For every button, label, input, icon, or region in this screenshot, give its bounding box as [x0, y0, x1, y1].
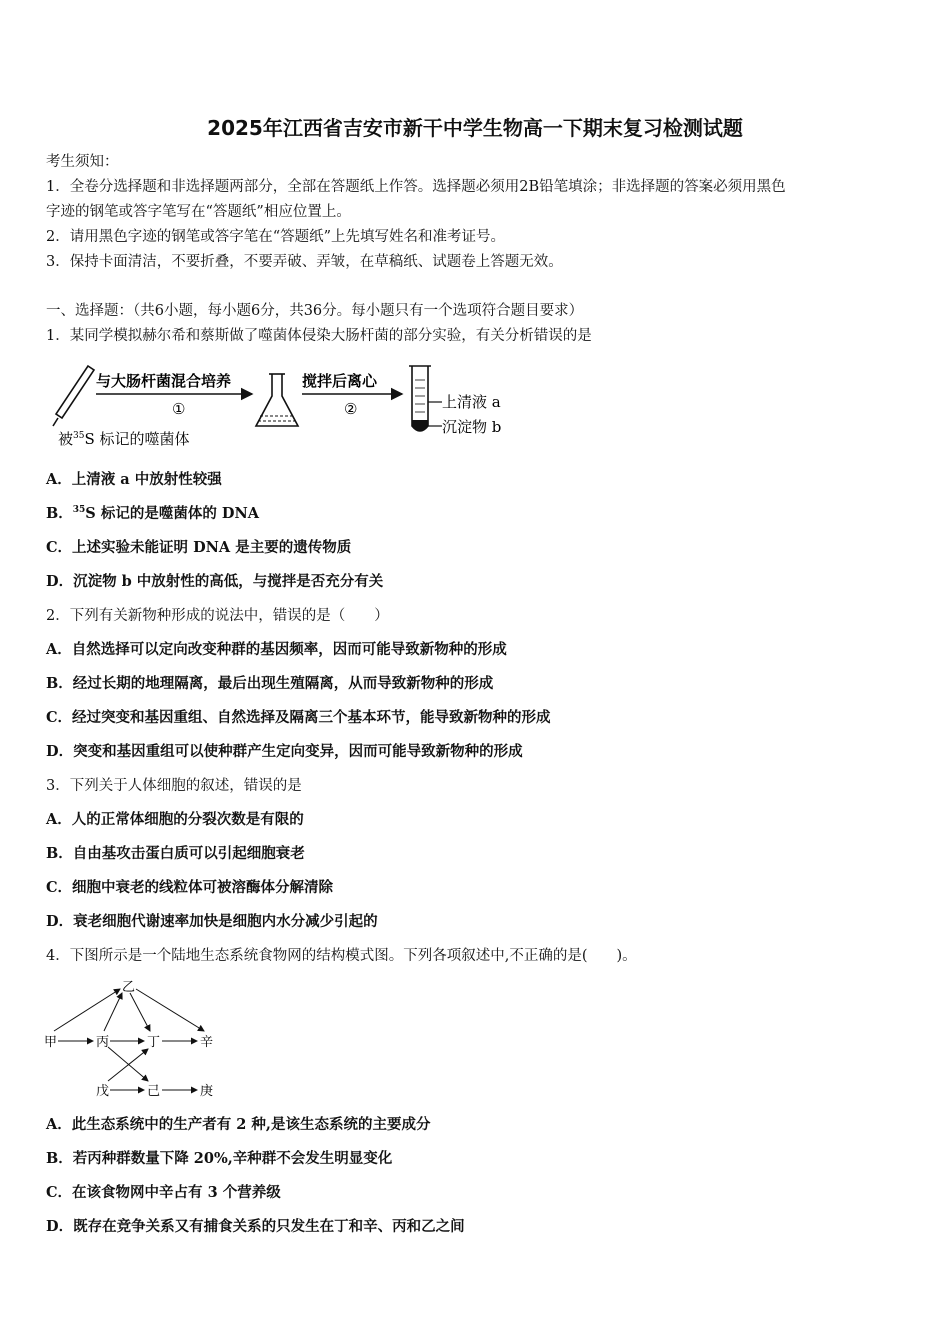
node-ji: 己	[147, 1084, 161, 1099]
flask-icon	[256, 374, 298, 426]
pipette-icon	[56, 366, 94, 418]
question-1-stem: 1．某同学模拟赫尔希和蔡斯做了噬菌体侵染大肠杆菌的部分实验，有关分析错误的是	[46, 328, 592, 344]
node-xin: 辛	[200, 1035, 214, 1050]
question-4-option-c: C．在该食物网中辛占有 3 个营养级	[46, 1184, 281, 1201]
question-3-option-c: C．细胞中衰老的线粒体可被溶酶体分解清除	[46, 879, 334, 896]
supernatant-label: 上清液 a	[442, 393, 501, 411]
question-2-option-d: D．突变和基因重组可以使种群产生定向变异，因而可能导致新物种的形成	[46, 743, 523, 760]
node-jia: 甲	[44, 1035, 58, 1050]
step-2-label: 搅拌后离心	[302, 372, 378, 390]
step-1-number: ①	[172, 400, 186, 418]
question-2-option-c: C．经过突变和基因重组、自然选择及隔离三个基本环节，能导致新物种的形成	[46, 709, 551, 726]
node-bing: 丙	[96, 1035, 110, 1050]
food-web-figure	[40, 975, 240, 1105]
notice-item-1-cont: 字迹的钢笔或答字笔写在“答题纸”相应位置上。	[46, 204, 351, 220]
sediment-label: 沉淀物 b	[442, 418, 502, 436]
notice-heading: 考生须知：	[46, 154, 119, 170]
phage-experiment-figure	[46, 356, 526, 456]
node-yi: 乙	[122, 980, 136, 995]
question-4-stem: 4．下图所示是一个陆地生态系统食物网的结构模式图。下列各项叙述中,不正确的是( )。	[46, 948, 637, 964]
phage-label: 被$^{35}$S 标记的噬菌体	[58, 430, 190, 448]
question-1-option-a: A．上清液 a 中放射性较强	[46, 471, 222, 488]
step-2-number: ②	[344, 400, 358, 418]
question-3-option-a: A．人的正常体细胞的分裂次数是有限的	[46, 811, 304, 828]
question-4-option-b: B．若丙种群数量下降 20%,辛种群不会发生明显变化	[46, 1150, 393, 1167]
step-1-label: 与大肠杆菌混合培养	[96, 372, 232, 390]
notice-item-1: 1．全卷分选择题和非选择题两部分，全部在答题纸上作答。选择题必须用2B铅笔填涂；非选择题的答案必须用黑色	[46, 179, 786, 195]
page-title: 2025年江西省吉安市新干中学生物高一下期末复习检测试题	[207, 116, 743, 140]
question-1-option-d: D．沉淀物 b 中放射性的高低，与搅拌是否充分有关	[46, 573, 384, 590]
node-wu: 戊	[96, 1084, 110, 1099]
question-3-stem: 3．下列关于人体细胞的叙述，错误的是	[46, 778, 302, 794]
question-2-stem: 2．下列有关新物种形成的说法中，错误的是（ ）	[46, 608, 389, 624]
question-4-option-d: D．既存在竞争关系又有捕食关系的只发生在丁和辛、丙和乙之间	[46, 1218, 465, 1235]
notice-item-3: 3．保持卡面清洁，不要折叠，不要弄破、弄皱，在草稿纸、试题卷上答题无效。	[46, 254, 563, 270]
question-2-option-a: A．自然选择可以定向改变种群的基因频率，因而可能导致新物种的形成	[46, 641, 507, 658]
question-3-option-b: B．自由基攻击蛋白质可以引起细胞衰老	[46, 845, 305, 862]
question-1-option-c: C．上述实验未能证明 DNA 是主要的遗传物质	[46, 539, 352, 556]
question-1-option-b: B．$^{35}$S 标记的是噬菌体的 DNA	[46, 505, 259, 522]
question-3-option-d: D．衰老细胞代谢速率加快是细胞内水分减少引起的	[46, 913, 378, 930]
node-ding: 丁	[147, 1035, 161, 1050]
question-4-option-a: A．此生态系统中的生产者有 2 种,是该生态系统的主要成分	[46, 1116, 431, 1133]
notice-item-2: 2．请用黑色字迹的钢笔或答字笔在“答题纸”上先填写姓名和准考证号。	[46, 229, 506, 245]
question-2-option-b: B．经过长期的地理隔离，最后出现生殖隔离，从而导致新物种的形成	[46, 675, 494, 692]
section-heading: 一、选择题：（共6小题，每小题6分，共36分。每小题只有一个选项符合题目要求）	[46, 303, 584, 319]
node-geng: 庚	[200, 1084, 214, 1099]
